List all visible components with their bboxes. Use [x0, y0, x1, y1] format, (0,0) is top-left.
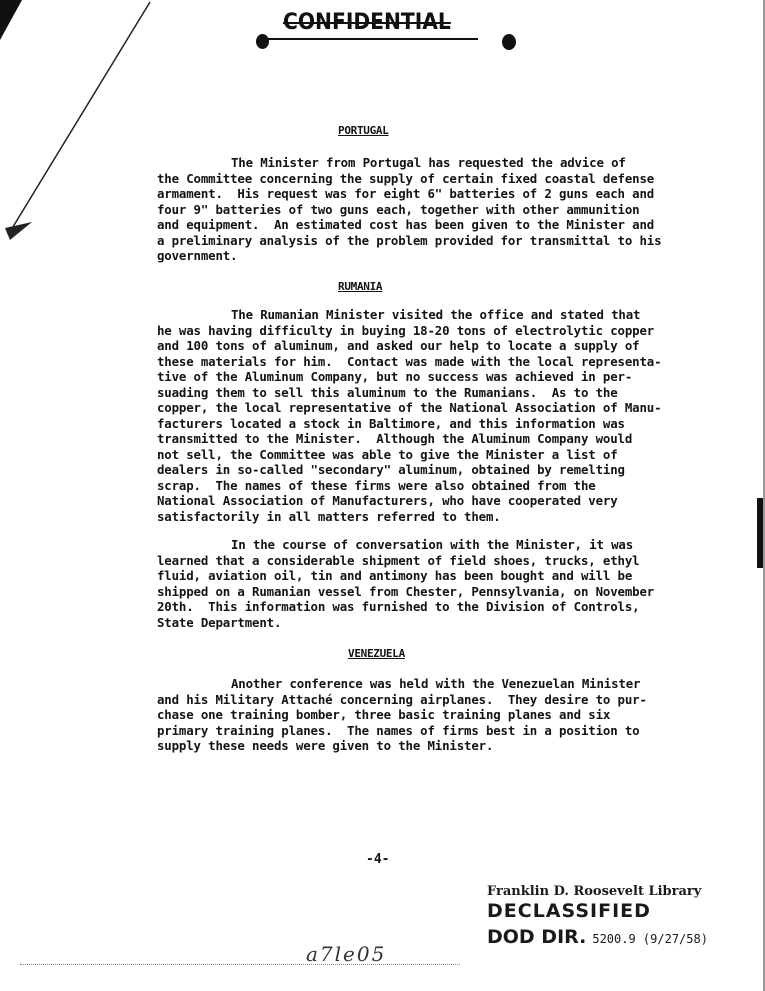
text-line: he was having difficulty in buying 18-20 tons of electrolytic copper [157, 322, 655, 338]
section-heading-portugal: PORTUGAL [338, 124, 389, 137]
text-line: learned that a considerable shipment of field shoes, trucks, ethyl [157, 552, 640, 568]
text-line: supply these needs were given to the Minister. [157, 738, 494, 753]
text-line: transmitted to the Minister. Although the Aluminum Company would [157, 431, 633, 446]
text-line: fluid, aviation oil, tin and antimony has been bought and will be [157, 568, 633, 583]
text-line: copper, the local representative of the National Association of Manu- [157, 400, 662, 415]
directive-line [487, 926, 708, 948]
declassified-label: DECLASSIFIED [487, 900, 651, 922]
library-name: Franklin D. Roosevelt Library [487, 884, 702, 899]
section-heading-rumania: RUMANIA [338, 280, 383, 293]
directive-number: 5200.9 (9/27/58) [592, 932, 708, 946]
footer-rule [20, 964, 460, 965]
text-line: State Department. [157, 614, 282, 630]
text-line: tive of the Aluminum Company, but no success was achieved in per- [157, 369, 633, 384]
paragraph-portugal [157, 155, 697, 264]
scan-fold-mark [0, 0, 170, 250]
text-line: a preliminary analysis of the problem provided for transmittal to his [157, 232, 662, 248]
handwritten-note: a7le05 [306, 942, 387, 966]
confidential-stamp: CONFIDENTIAL [283, 10, 451, 35]
punch-hole-right [502, 34, 516, 50]
text-line: Another conference was held with the Venezuelan Minister [231, 676, 641, 691]
page-number: -4- [366, 852, 390, 867]
paragraph-rumania-2 [157, 537, 697, 630]
declassification-stamp [487, 884, 708, 948]
paragraph-rumania-1 [157, 307, 697, 524]
text-line: The Rumanian Minister visited the office and stated that [231, 307, 641, 322]
text-line: chase one training bomber, three basic training planes and six [157, 707, 611, 722]
text-line: government. [157, 248, 238, 263]
text-line: and equipment. An estimated cost has been given to the Minister and [157, 217, 655, 232]
text-line: primary training planes. The names of firms best in a position to [157, 722, 640, 738]
punch-hole-left [256, 34, 269, 49]
text-line: armament. His request was for eight 6" batteries of 2 guns each and [157, 186, 655, 201]
section-heading-venezuela: VENEZUELA [348, 647, 405, 660]
text-line: suading them to sell this aluminum to the Rumanians. As to the [157, 384, 618, 400]
directive-authority: DOD DIR. [487, 926, 587, 948]
stamp-underline [268, 38, 478, 40]
paragraph-venezuela [157, 676, 697, 754]
text-line: and 100 tons of aluminum, and asked our help to locate a supply of [157, 338, 640, 353]
text-line: facturers located a stock in Baltimore, and this information was [157, 415, 625, 431]
text-line: National Association of Manufacturers, who have cooperated very [157, 493, 618, 508]
text-line: and his Military Attaché concerning airplanes. They desire to pur- [157, 691, 647, 707]
text-line: not sell, the Committee was able to give the Minister a list of [157, 446, 618, 462]
text-line: four 9" batteries of two guns each, together with other ammunition [157, 201, 640, 217]
text-line: satisfactorily in all matters referred to them. [157, 508, 501, 524]
text-line: these materials for him. Contact was made with the local representa- [157, 353, 662, 369]
text-line: shipped on a Rumanian vessel from Chester, Pennsylvania, on November [157, 583, 655, 599]
text-line: scrap. The names of these firms were also obtained from the [157, 477, 596, 493]
text-line: In the course of conversation with the Minister, it was [231, 537, 634, 552]
text-line: 20th. This information was furnished to the Division of Controls, [157, 599, 640, 614]
text-line: the Committee concerning the supply of certain fixed coastal defense [157, 170, 655, 186]
text-line: The Minister from Portugal has requested the advice of [231, 155, 626, 170]
text-line: dealers in so-called "secondary" aluminum, obtained by remelting [157, 462, 625, 477]
